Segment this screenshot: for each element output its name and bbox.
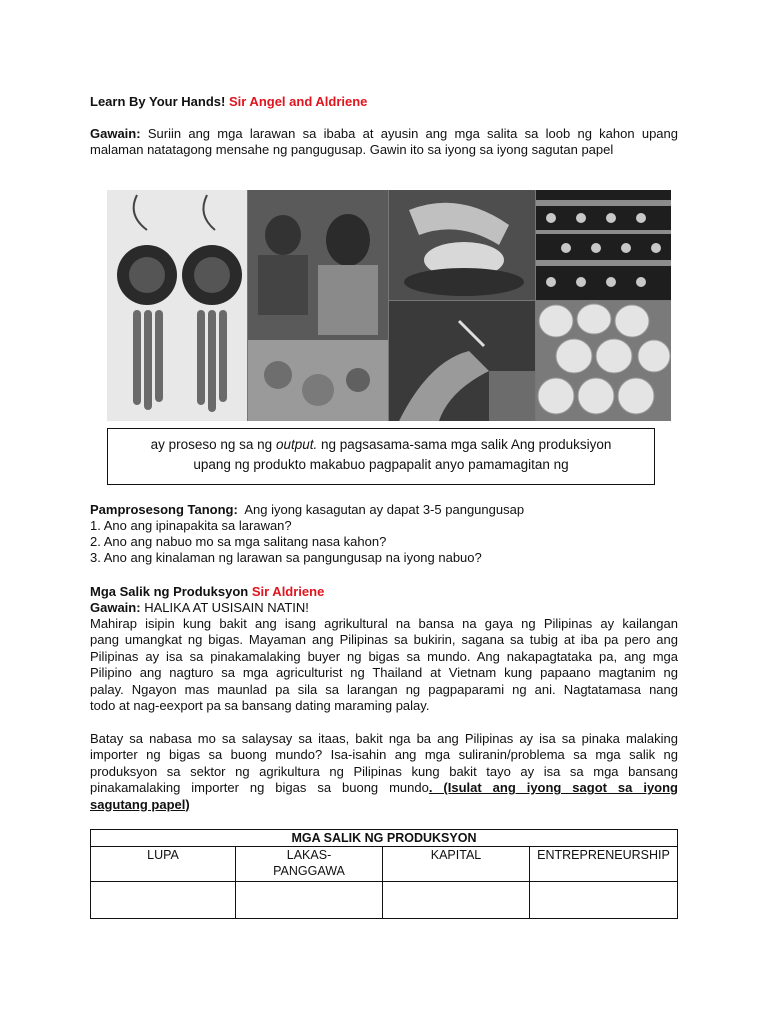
gawain-line-2: malaman natatagong mensahe ng pangugusap. Gawin ito sa iyong sa iyong sagutan papel: [90, 142, 614, 158]
column-entrepreneurship: ENTREPRENEURSHIP: [530, 847, 678, 882]
gawain-instructions: [90, 126, 678, 159]
box-line-2: upang ng produkto makabuo pagpapalit anyo pamamagitan ng: [193, 457, 569, 472]
box-text-a: ay proseso ng sa ng: [150, 437, 276, 452]
paragraph1-line: Pilipinas ay isa sa pinakamalaking buyer ng bigas sa mundo. Ang nakapagtataka pa, ang mga: [90, 648, 678, 664]
paragraph1-line: Pilipino ang nagturo sa mga agriculturist ng Thailand at Vietnam kung papaano magtanim ng: [90, 665, 678, 681]
table-cell: [383, 882, 530, 919]
photo-collage: [107, 190, 671, 421]
section2-title-text: Mga Salik ng Produksyon: [90, 584, 249, 599]
box-text-italic: output.: [275, 437, 318, 452]
paragraph1-line: todo at nag-eexport pa sa bansang dating maraming palay.: [90, 698, 430, 714]
hand-craft-photo: [389, 301, 535, 421]
pamprosesong-heading: [90, 502, 524, 518]
scrambled-words-box: [107, 428, 655, 485]
paragraph2-line: [90, 780, 678, 796]
paragraph1-line: Mahirap isipin kung bakit ang isang agrikultural na bansa na gaya ng Pilipinas ay kailangan: [90, 616, 678, 631]
paragraph-1: [90, 616, 678, 714]
table-cell: [236, 882, 383, 919]
worksheet-title: [90, 94, 367, 110]
table-title: MGA SALIK NG PRODUKSYON: [91, 830, 678, 847]
column-kapital: KAPITAL: [383, 847, 530, 882]
question-1: 1. Ano ang ipinapakita sa larawan?: [90, 518, 292, 533]
section2-gawain-text: HALIKA AT USISAIN NATIN!: [144, 600, 309, 615]
paragraph2-line4-plain: pinakamalaking importer ng bigas sa buong mundo: [90, 780, 429, 796]
salik-table: [90, 829, 678, 919]
box-text-b: ng pagsasama-sama mga salik Ang produksiyon: [317, 437, 612, 452]
column-lupa: LUPA: [91, 847, 236, 882]
gawain-label: Gawain:: [90, 126, 141, 141]
section2-author: Sir Aldriene: [251, 584, 325, 599]
weavers-photo: [248, 190, 388, 421]
table-cell: [530, 882, 678, 919]
pamprosesong-instruction: Ang iyong kasagutan ay dapat 3-5 pangungusap: [244, 502, 525, 517]
table-row: [91, 882, 678, 919]
section2-gawain: [90, 600, 309, 616]
question-2: 2. Ano ang nabuo mo sa mga salitang nasa kahon?: [90, 534, 387, 549]
title-prefix: Learn By Your Hands!: [90, 94, 226, 109]
paragraph2-line5-bold: sagutang papel): [90, 796, 190, 812]
table-cell: [91, 882, 236, 919]
paragraph2-line: produksyon sa sektor ng agrikultura ng Pilipinas kung bakit tayo ay isa sa mga bansang: [90, 763, 678, 779]
paragraph1-line: pang umangkat ng bigas. Mayaman ang Pilipinas sa bukirin, sagana sa tubig at iba pa pero ang: [90, 632, 678, 648]
title-authors: Sir Angel and Aldriene: [228, 94, 368, 109]
processing-questions: [90, 502, 524, 566]
pamprosesong-label: Pamprosesong Tanong:: [90, 502, 238, 517]
paragraph2-line: Batay sa nabasa mo sa salaysay sa itaas, bakit nga ba ang Pilipinas ay isa sa pinaka malaking: [90, 731, 678, 746]
section2-title: [90, 584, 324, 600]
column-lakas-panggawa: LAKAS- PANGGAWA: [236, 847, 383, 882]
paragraph-2: [90, 731, 678, 813]
section2-gawain-label: Gawain:: [90, 600, 141, 615]
paragraph2-line4-bold: . (Isulat ang iyong sagot sa iyong: [428, 780, 678, 796]
question-3: 3. Ano ang kinalaman ng larawan sa pangungusap na iyong nabuo?: [90, 550, 482, 565]
textiles-photo: [536, 190, 671, 300]
paragraph2-line: [90, 797, 678, 813]
paragraph2-line: importer ng bigas sa buong mundo? Isa-isahin ang mga suliranin/problema sa mga salik ng: [90, 747, 678, 763]
white-jars-photo: [536, 301, 671, 421]
pottery-wheel-photo: [389, 190, 535, 300]
table-header-row: [91, 847, 678, 882]
gawain-line-1: [90, 126, 678, 142]
gawain-text-1: Suriin ang mga larawan sa ibaba at ayusin ang mga salita sa loob ng kahon upang: [147, 126, 678, 141]
paragraph1-line: palay. Ngayon mas maunlad pa sila sa larangan ng pagpaparami ng ani. Nagtatamasa nang: [90, 681, 678, 697]
earrings-photo: [107, 190, 247, 421]
box-line-1: [108, 435, 654, 455]
